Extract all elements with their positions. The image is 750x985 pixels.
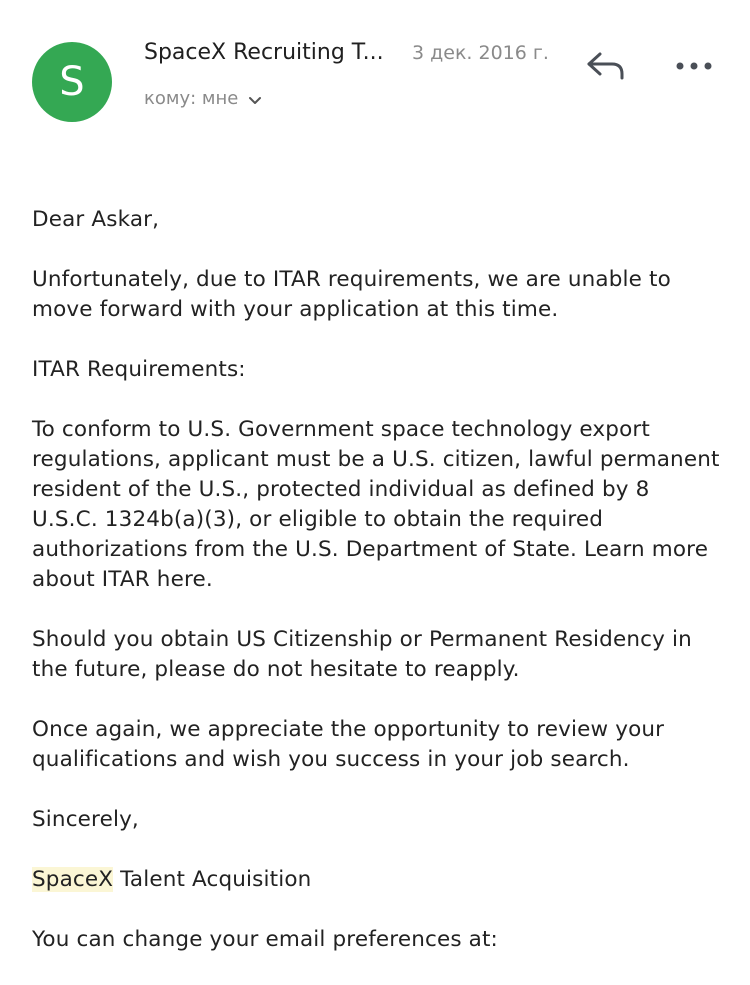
body-paragraph-2: To conform to U.S. Government space technology export regulations, applicant must be a U.S. citizen, lawful permanent resident of the U.S., protected individual as defined by 8 U.S.C. 1324b(a)(3), or eligible to obtain the required authorizations from the U.S. Department of State. Learn more about ITAR here.	[32, 417, 720, 592]
reply-icon	[584, 46, 628, 86]
signature-rest: Talent Acquisition	[113, 867, 312, 892]
email-header	[0, 0, 750, 150]
reply-button[interactable]	[584, 46, 628, 86]
closing: Sincerely,	[32, 807, 139, 832]
email-body	[32, 205, 722, 985]
signature	[32, 865, 722, 895]
body-paragraph-4: Once again, we appreciate the opportunity to review your qualifications and wish you success in your job search.	[32, 717, 665, 772]
footer-text: You can change your email preferences at:	[32, 927, 498, 952]
body-paragraph-3: Should you obtain US Citizenship or Permanent Residency in the future, please do not hesitate to reapply.	[32, 627, 692, 682]
email-date: 3 дек. 2016 г.	[412, 42, 549, 64]
signature-highlight: SpaceX	[32, 867, 114, 892]
itar-heading: ITAR Requirements:	[32, 357, 246, 382]
sender-name[interactable]: SpaceX Recruiting T...	[144, 40, 384, 65]
recipient-label: кому: мне	[144, 88, 239, 109]
chevron-down-icon	[248, 94, 262, 108]
sender-avatar[interactable]: S	[32, 42, 112, 122]
greeting: Dear Askar,	[32, 207, 160, 232]
more-options-button[interactable]	[672, 50, 716, 82]
body-paragraph-1: Unfortunately, due to ITAR requirements, we are unable to move forward with your application at this time.	[32, 267, 671, 322]
more-options-icon	[672, 50, 716, 82]
recipient-toggle[interactable]	[144, 86, 262, 112]
